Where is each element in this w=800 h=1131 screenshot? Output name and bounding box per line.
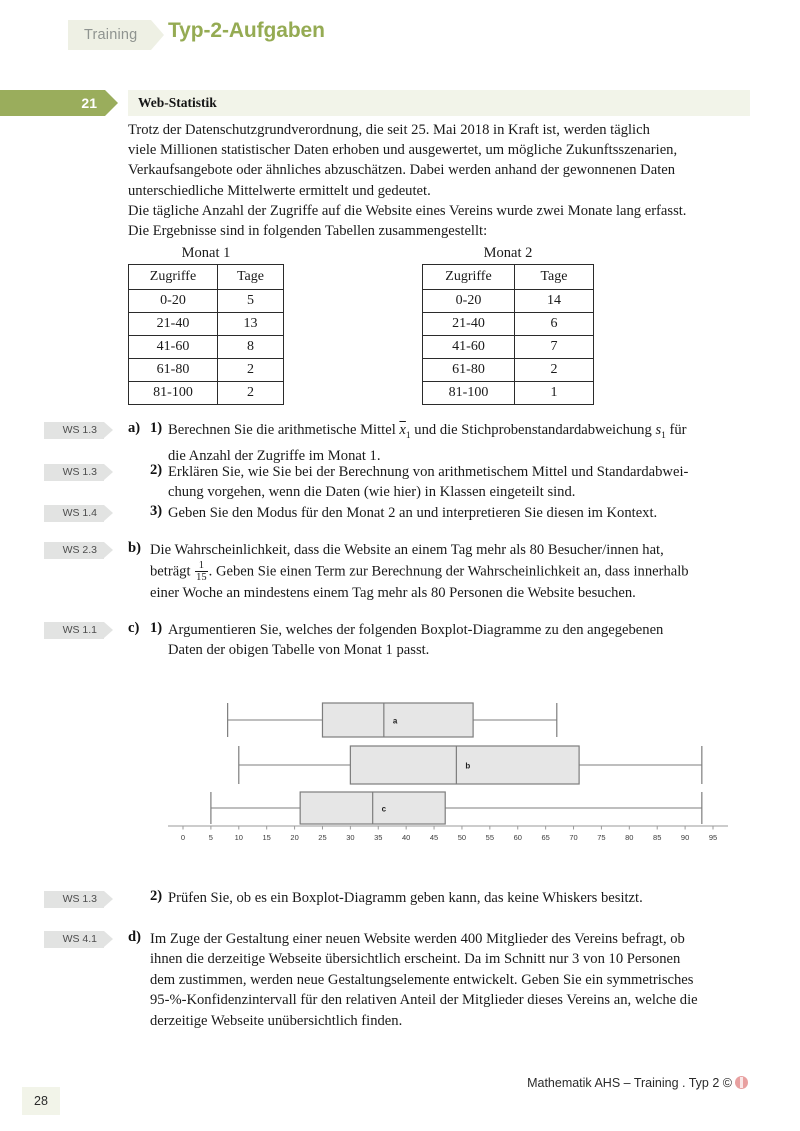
task-b-line2-pre: beträgt [150,564,195,581]
task-c1-line-1: Argumentieren Sie, welches der folgenden Boxplot-Diagramme zu den angegebenen [168,622,664,638]
table-row [423,290,594,313]
frequency-table-month-2 [422,245,594,405]
cell-class: 81-100 [129,382,218,405]
cell-class: 41-60 [423,336,515,359]
x-axis-tick-label: 50 [457,833,467,842]
task-number-a2: 2) [150,462,163,478]
table-row [423,382,594,405]
table-row [129,313,284,336]
x-axis-tick-label: 45 [429,833,439,842]
task-text-a2 [168,462,753,503]
task-number-c1: 1) [150,620,163,636]
table-row [129,336,284,359]
cell-count: 14 [515,290,594,313]
fraction-numerator: 1 [195,560,208,572]
task-text-a1 [168,420,753,467]
task-d-line-4: 95-%-Konfidenzintervall für den relativen Anteil der Mitglieder dieses Vereins an, welche die [150,992,698,1009]
table-row [129,290,284,313]
task-a3-line-1: Geben Sie den Modus für den Monat 2 an und interpretieren Sie diesen im Kontext. [168,505,658,521]
cell-class: 0-20 [129,290,218,313]
task-label-d: d) [128,929,141,945]
page-title: Typ-2-Aufgaben [168,19,325,42]
cell-count: 6 [515,313,594,336]
table-row [129,359,284,382]
task-b-line-2 [150,560,753,583]
task-label-c: c) [128,620,140,636]
intro-line-6: Die Ergebnisse sind in folgenden Tabellen zusammengestellt: [128,223,488,240]
task-d-line-5: derzeitige Webseite unübersichtlich finden. [150,1012,403,1029]
x-axis-tick-label: 90 [680,833,690,842]
x-axis-tick-label: 85 [653,833,662,842]
x-axis-tick-label: 80 [625,833,634,842]
task-number-c2: 2) [150,888,163,904]
publisher-logo-icon [735,1076,748,1089]
table-caption: Monat 2 [483,245,533,261]
page-header [0,0,800,86]
cell-count: 2 [515,359,594,382]
intro-line-2: viele Millionen statistischer Daten erhoben und ausgewertet, um mögliche Zukunftsszenarien, [128,142,678,159]
task-text-a3 [168,503,753,523]
exercise-title: Web-Statistik [138,95,217,110]
competency-tag-ws-1-3: WS 1.3 [44,422,104,439]
x-axis-tick-label: 10 [234,833,243,842]
table-row [129,382,284,405]
intro-line-3: Verkaufsangebote oder ähnliches abzuschätzen. Dabei werden anhand der gewonnenen Daten [128,162,676,179]
task-text-c2 [168,888,753,908]
task-a1-text-mid: und die Stichprobenstandardabweichung [410,422,656,438]
task-b-line-3: einer Woche an mindestens einem Tag mehr als 80 Personen die Website besuchen. [150,585,636,602]
task-b-line2-post: . Geben Sie einen Term zur Berechnung der Wahrscheinlichkeit an, dass innerhalb [208,564,689,581]
footer-label: Mathematik AHS – Training . Typ 2 © [527,1076,732,1090]
table-header-row [423,265,594,290]
x-axis-tick-label: 0 [180,833,186,842]
task-d-line-2: ihnen die derzeitige Webseite übersichtlich erscheint. Da im Schnitt nur 3 von 10 Personen [150,951,681,968]
task-a1-text-pre: Berechnen Sie die arithmetische Mittel [168,422,400,438]
boxplot-layer [168,703,728,842]
task-number-a1: 1) [150,420,163,436]
table [422,264,594,405]
competency-tag-ws-1-3: WS 1.3 [44,464,104,481]
cell-class: 61-80 [423,359,515,382]
fraction-denominator: 15 [196,572,207,584]
table-row [423,313,594,336]
box-label: c [381,804,387,814]
cell-class: 0-20 [423,290,515,313]
x-axis-tick-label: 40 [401,833,411,842]
intro-line-5: Die tägliche Anzahl der Zugriffe auf die Website eines Vereins wurde zwei Monate lang erfasst. [128,202,687,219]
symbol-s-subscript: 1 [661,430,666,441]
x-axis-tick-label: 35 [374,833,383,842]
task-text-d [150,929,753,1031]
column-header: Zugriffe [423,265,515,290]
cell-class: 21-40 [129,313,218,336]
x-axis-tick-label: 60 [513,833,522,842]
x-axis-tick-label: 20 [290,833,299,842]
cell-count: 5 [218,290,284,313]
cell-count: 2 [218,382,284,405]
competency-tag-ws-1-1: WS 1.1 [44,622,104,639]
cell-class: 41-60 [129,336,218,359]
exercise-banner [0,90,800,116]
competency-tag-ws-1-4: WS 1.4 [44,505,104,522]
task-d-line-3: dem zustimmen, werden neue Gestaltungselemente entwickelt. Geben Sie ein symmetrisches [150,971,694,988]
competency-tag-ws-4-1: WS 4.1 [44,931,104,948]
intro-line-1: Trotz der Datenschutzgrundverordnung, die seit 25. Mai 2018 in Kraft ist, werden täglich [128,122,650,138]
x-axis-tick-label: 75 [597,833,606,842]
task-a1-text-post: für [665,422,687,438]
table-header-row [129,265,284,290]
column-header: Zugriffe [129,265,218,290]
table-row [423,336,594,359]
cell-count: 13 [218,313,284,336]
task-label-a: a) [128,420,141,436]
box-iqr [322,703,473,737]
task-label-b: b) [128,540,141,556]
column-header: Tage [515,265,594,290]
x-axis-tick-label: 15 [262,833,271,842]
x-axis-tick-label: 95 [708,833,718,842]
breadcrumb-tab-training: Training [68,20,151,50]
x-axis-tick-label: 5 [208,833,213,842]
intro-line-4: unterschiedliche Mittelwerte ermittelt und gedeutet. [128,182,431,199]
x-axis-tick-label: 65 [541,833,550,842]
cell-count: 8 [218,336,284,359]
competency-tag-ws-1-3: WS 1.3 [44,891,104,908]
task-a2-line-1: Erklären Sie, wie Sie bei der Berechnung von arithmetischem Mittel und Standardabwei- [168,464,689,480]
task-d-line-1: Im Zuge der Gestaltung einer neuen Website werden 400 Mitglieder des Vereins befragt, ob [150,931,685,947]
boxplot-diagram-figure [168,698,728,853]
task-c1-line-2: Daten der obigen Tabelle von Monat 1 passt. [168,642,430,659]
exercise-title-bar [128,90,750,116]
intro-paragraph [128,120,753,241]
cell-count: 7 [515,336,594,359]
task-text-b [150,540,753,604]
cell-class: 21-40 [423,313,515,336]
exercise-number: 21 [0,90,105,116]
competency-tag-ws-2-3: WS 2.3 [44,542,104,559]
cell-class: 61-80 [129,359,218,382]
symbol-x-bar: $\overline{x}$ [399,422,406,438]
x-axis-tick-label: 30 [346,833,355,842]
x-axis-tick-label: 55 [485,833,495,842]
frequency-table-month-1 [128,245,284,405]
page-number: 28 [22,1087,60,1115]
column-header: Tage [218,265,284,290]
task-number-a3: 3) [150,503,163,519]
task-b-line-1: Die Wahrscheinlichkeit, dass die Website an einem Tag mehr als 80 Besucher/innen hat, [150,542,664,558]
table [128,264,284,405]
task-a2-line-2: chung vorgehen, wenn die Daten (wie hier) in Klassen eingeteilt sind. [168,484,576,501]
table-caption: Monat 1 [181,245,231,261]
task-a1-line-2: die Anzahl der Zugriffe im Monat 1. [168,448,381,465]
symbol-s: s [655,422,662,438]
cell-count: 1 [515,382,594,405]
x-axis-tick-label: 70 [569,833,578,842]
task-c2-line-1: Prüfen Sie, ob es ein Boxplot-Diagramm geben kann, das keine Whiskers besitzt. [168,890,643,906]
fraction-one-fifteenth [195,560,208,583]
cell-count: 2 [218,359,284,382]
cell-class: 81-100 [423,382,515,405]
x-axis-tick-label: 25 [318,833,327,842]
task-text-c1 [168,620,753,661]
symbol-x-bar-subscript: 1 [405,430,411,441]
table-row [423,359,594,382]
box-label: b [465,761,471,771]
box-label: a [392,716,398,726]
footer-source [527,1076,748,1090]
